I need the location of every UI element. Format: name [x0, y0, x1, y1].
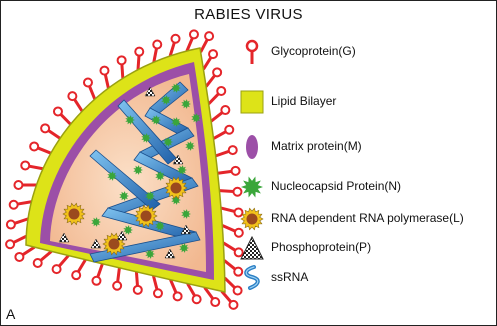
glycoprotein-spike	[6, 236, 26, 248]
glycoprotein-spike	[134, 272, 142, 294]
legend-item-polymerase	[238, 205, 493, 233]
glycoprotein-spike	[216, 146, 237, 156]
legend-label: Glycoprotein(G)	[271, 44, 356, 58]
glycoprotein-spike	[15, 247, 34, 261]
glycoprotein-spike	[211, 106, 229, 121]
glycoprotein-spike	[72, 260, 85, 279]
glycoprotein-spike	[54, 107, 71, 124]
legend-label: ssRNA	[271, 270, 309, 284]
legend-label: Matrix protein(M)	[271, 139, 362, 153]
matrix-protein-icon	[238, 133, 266, 161]
glycoprotein-spike	[118, 56, 126, 78]
glycoprotein-spike	[7, 219, 28, 229]
legend-label: Lipid Bilayer	[271, 94, 337, 108]
panel-label: A	[6, 306, 16, 322]
phosphoprotein-icon	[238, 234, 266, 262]
legend-item-nucleocapsid	[238, 173, 493, 201]
legend-item-phosphoprotein	[238, 234, 493, 262]
glycoprotein-spike	[214, 126, 234, 139]
polymerase-protein	[241, 208, 263, 229]
glycoprotein-spike	[153, 276, 162, 297]
glycoprotein-spike	[203, 50, 217, 69]
nucleocapsid-icon	[238, 173, 266, 201]
glycoprotein-spike	[209, 87, 226, 104]
legend-item-ssrna	[238, 264, 493, 292]
glycoprotein-spike	[113, 268, 121, 290]
glycoprotein-spike	[171, 280, 182, 301]
legend-label: Phosphoprotein(P)	[271, 240, 372, 254]
glycoprotein-spike	[53, 256, 69, 274]
glycoprotein-icon	[238, 38, 266, 66]
nucleocapsid-protein	[241, 177, 263, 198]
glycoprotein-spike	[135, 48, 143, 70]
legend-item-matrix-protein	[238, 133, 493, 161]
legend-label: RNA dependent RNA polymerase(L)	[271, 211, 464, 225]
glycoprotein-spike	[84, 79, 95, 100]
glycoprotein-spike	[34, 251, 52, 267]
glycoprotein-spike	[68, 92, 82, 111]
glycoprotein-spike	[10, 201, 32, 209]
glycoprotein-spike	[206, 68, 221, 86]
glycoprotein-spike	[187, 30, 198, 51]
lipid-bilayer-icon	[238, 88, 266, 116]
legend-item-lipid-bilayer	[238, 88, 493, 116]
glycoprotein-spike	[201, 32, 213, 52]
diagram-title: RABIES VIRUS	[194, 6, 303, 23]
glycoprotein-spike	[218, 167, 240, 175]
glycoprotein-spike	[100, 67, 108, 89]
polymerase-icon	[238, 205, 266, 233]
ssrna-icon	[238, 264, 266, 292]
glycoprotein-spike	[41, 124, 60, 138]
glycoprotein-spike	[30, 142, 51, 153]
glycoprotein-spike	[14, 181, 36, 189]
legend-item-glycoprotein	[238, 38, 493, 66]
glycoprotein-spike	[21, 161, 43, 169]
glycoprotein-spike	[92, 264, 102, 285]
legend-label: Nucleocapsid Protein(N)	[271, 179, 402, 193]
